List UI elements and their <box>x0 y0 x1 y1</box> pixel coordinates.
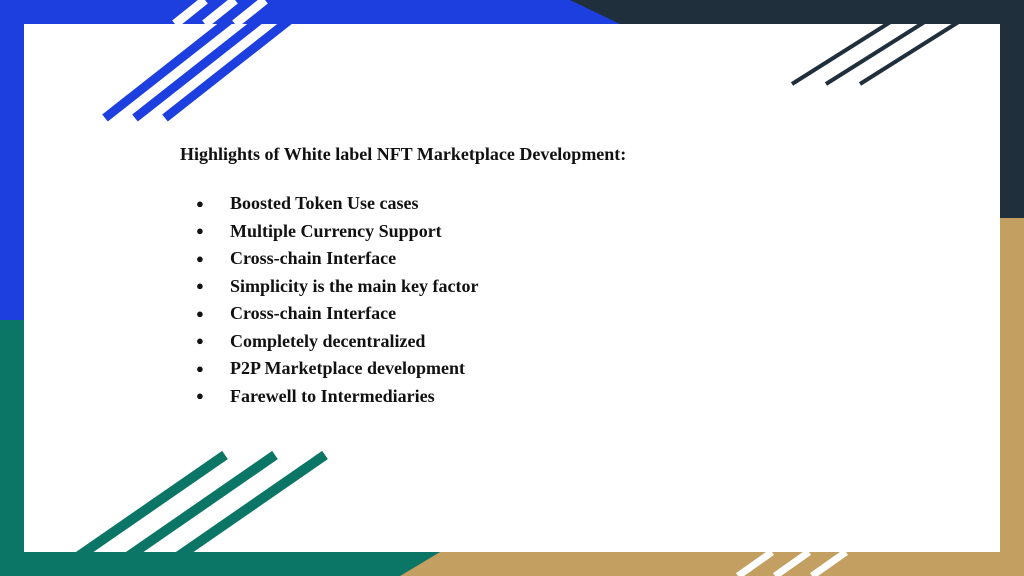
list-item <box>196 383 478 411</box>
background-gold-right <box>1000 218 1024 576</box>
background-gold-bottom <box>400 552 1024 576</box>
bullet-icon: ● <box>196 305 204 321</box>
list-item <box>196 355 478 383</box>
list-item-label: Cross-chain Interface <box>230 303 397 324</box>
bullet-icon: ● <box>196 223 204 239</box>
slide-heading: Highlights of White label NFT Marketplace Development: <box>180 144 627 164</box>
bullet-icon: ● <box>196 195 204 211</box>
bullet-icon: ● <box>196 333 204 349</box>
list-item-label: Farewell to Intermediaries <box>230 385 435 406</box>
list-item <box>196 190 478 218</box>
highlights-list <box>196 190 478 410</box>
list-item-label: Multiple Currency Support <box>230 220 442 241</box>
background-teal-left <box>0 320 24 576</box>
background-blue-top <box>0 0 620 24</box>
list-item <box>196 218 478 246</box>
list-item-label: Simplicity is the main key factor <box>230 275 479 296</box>
list-item <box>196 300 478 328</box>
list-item-label: Cross-chain Interface <box>230 248 397 269</box>
background-blue-left <box>0 0 24 320</box>
bullet-icon: ● <box>196 278 204 294</box>
bullet-icon: ● <box>196 360 204 376</box>
bullet-icon: ● <box>196 388 204 404</box>
background-teal-bottom <box>0 552 440 576</box>
list-item-label: Boosted Token Use cases <box>230 193 419 214</box>
bullet-icon: ● <box>196 250 204 266</box>
content-card <box>24 24 1000 552</box>
list-item <box>196 328 478 356</box>
list-item <box>196 273 478 301</box>
list-item <box>196 245 478 273</box>
list-item-label: Completely decentralized <box>230 330 426 351</box>
list-item-label: P2P Marketplace development <box>230 358 465 379</box>
